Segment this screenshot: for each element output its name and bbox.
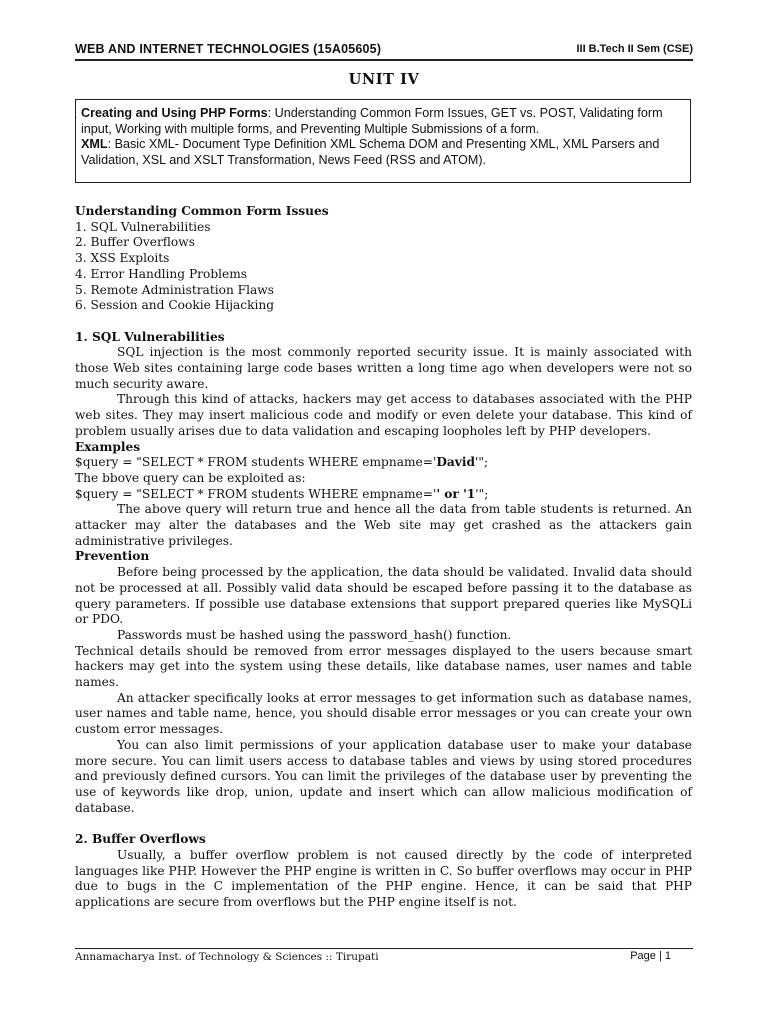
syllabus-forms (81, 106, 686, 137)
sql-paragraph-4: Before being processed by the application, the data should be validated. Invalid data should not be processed at all. Possibly valid data should be escaped before passing it to the database as query parameters. If possible use database extensions that support prepared queries like MySQLi or PDO. (75, 565, 692, 627)
xml-label: XML (81, 137, 108, 152)
sql-paragraph-3: The above query will return true and hence all the data from table students is returned. An attacker may alter the databases and the Web site may get crashed as the attackers gain administrative privileges. (75, 502, 692, 548)
forms-label: Creating and Using PHP Forms (81, 106, 268, 120)
forms-text: : Understanding Common Form Issues, GET vs. POST, Validating form input, Working with multiple forms, and Preventing Multiple Submissions of a form. (81, 106, 663, 136)
list-item: 5. Remote Administration Flaws (75, 282, 274, 297)
list-item: 3. XSS Exploits (75, 251, 170, 266)
page-number: Page | 1 (630, 950, 671, 962)
sql-paragraph-2: Through this kind of attacks, hackers may get access to databases associated with the PHP web sites. They may insert malicious code and modify or even delete your database. This kind of problem usually arises due to data validation and escaping loopholes left by PHP developers. (75, 392, 692, 438)
syllabus-box (75, 99, 691, 183)
xml-text: : Basic XML- Document Type Definition XML Schema DOM and Presenting XML, XML Parsers and Validation, XSL and XSLT Transformation, News Feed (RSS and ATOM). (81, 137, 660, 167)
list-item: 4. Error Handling Problems (75, 266, 248, 281)
sql-paragraph-1: SQL injection is the most commonly reported security issue. It is mainly associated with those Web sites containing large code bases written a long time ago when developers were not so much security aware. (75, 345, 692, 391)
sql-heading: 1. SQL Vulnerabilities (75, 329, 225, 344)
buffer-heading: 2. Buffer Overflows (75, 832, 206, 847)
semester-label: III B.Tech II Sem (CSE) (576, 43, 693, 55)
footer-institution: Annamacharya Inst. of Technology & Sciences :: Tirupati (75, 951, 379, 963)
prevention-heading: Prevention (75, 549, 150, 564)
main-content (75, 204, 692, 911)
header-rule (75, 59, 693, 61)
course-title: WEB AND INTERNET TECHNOLOGIES (15A05605) (75, 42, 382, 56)
example-note: The bbove query can be exploited as: (75, 470, 306, 485)
sql-paragraph-5: Passwords must be hashed using the password_hash() function. (117, 627, 512, 642)
sql-paragraph-7: An attacker specifically looks at error messages to get information such as database names, user names and table name, hence, you should disable error messages or you can create your own custom error messages. (75, 690, 692, 737)
issues-heading: Understanding Common Form Issues (75, 204, 329, 218)
sql-paragraph-8: You can also limit permissions of your application database user to make your database more secure. You can limit users access to database tables and views by using stored procedures and previously defined cursors. You can limit the privileges of the database user by preventing the use of keywords like drop, union, update and insert which can allow malicious modification of database. (75, 737, 692, 815)
unit-title: UNIT IV (348, 71, 420, 88)
list-item: 6. Session and Cookie Hijacking (75, 298, 275, 313)
example-query-2: $query = "SELECT * FROM students WHERE empname='' or '1'"; (75, 486, 489, 501)
list-item: 1. SQL Vulnerabilities (75, 219, 211, 234)
footer-rule (75, 948, 693, 949)
sql-paragraph-6: Technical details should be removed from error messages displayed to the users because smart hackers may get into the system using these details, like database names, user names and table names. (75, 643, 692, 690)
buffer-paragraph-1: Usually, a buffer overflow problem is not caused directly by the code of interpreted languages like PHP. However the PHP engine is written in C. So buffer overflows may occur in PHP due to bugs in the C implementation of the PHP engine. Hence, it can be said that PHP applications are secure from overflows but the PHP engine itself is not. (75, 847, 692, 909)
example-query-1: $query = "SELECT * FROM students WHERE empname='David'"; (75, 455, 489, 470)
list-item: 2. Buffer Overflows (75, 235, 195, 250)
syllabus-xml (81, 137, 686, 168)
syllabus-dot: . (74, 107, 78, 121)
examples-heading: Examples (75, 439, 141, 454)
